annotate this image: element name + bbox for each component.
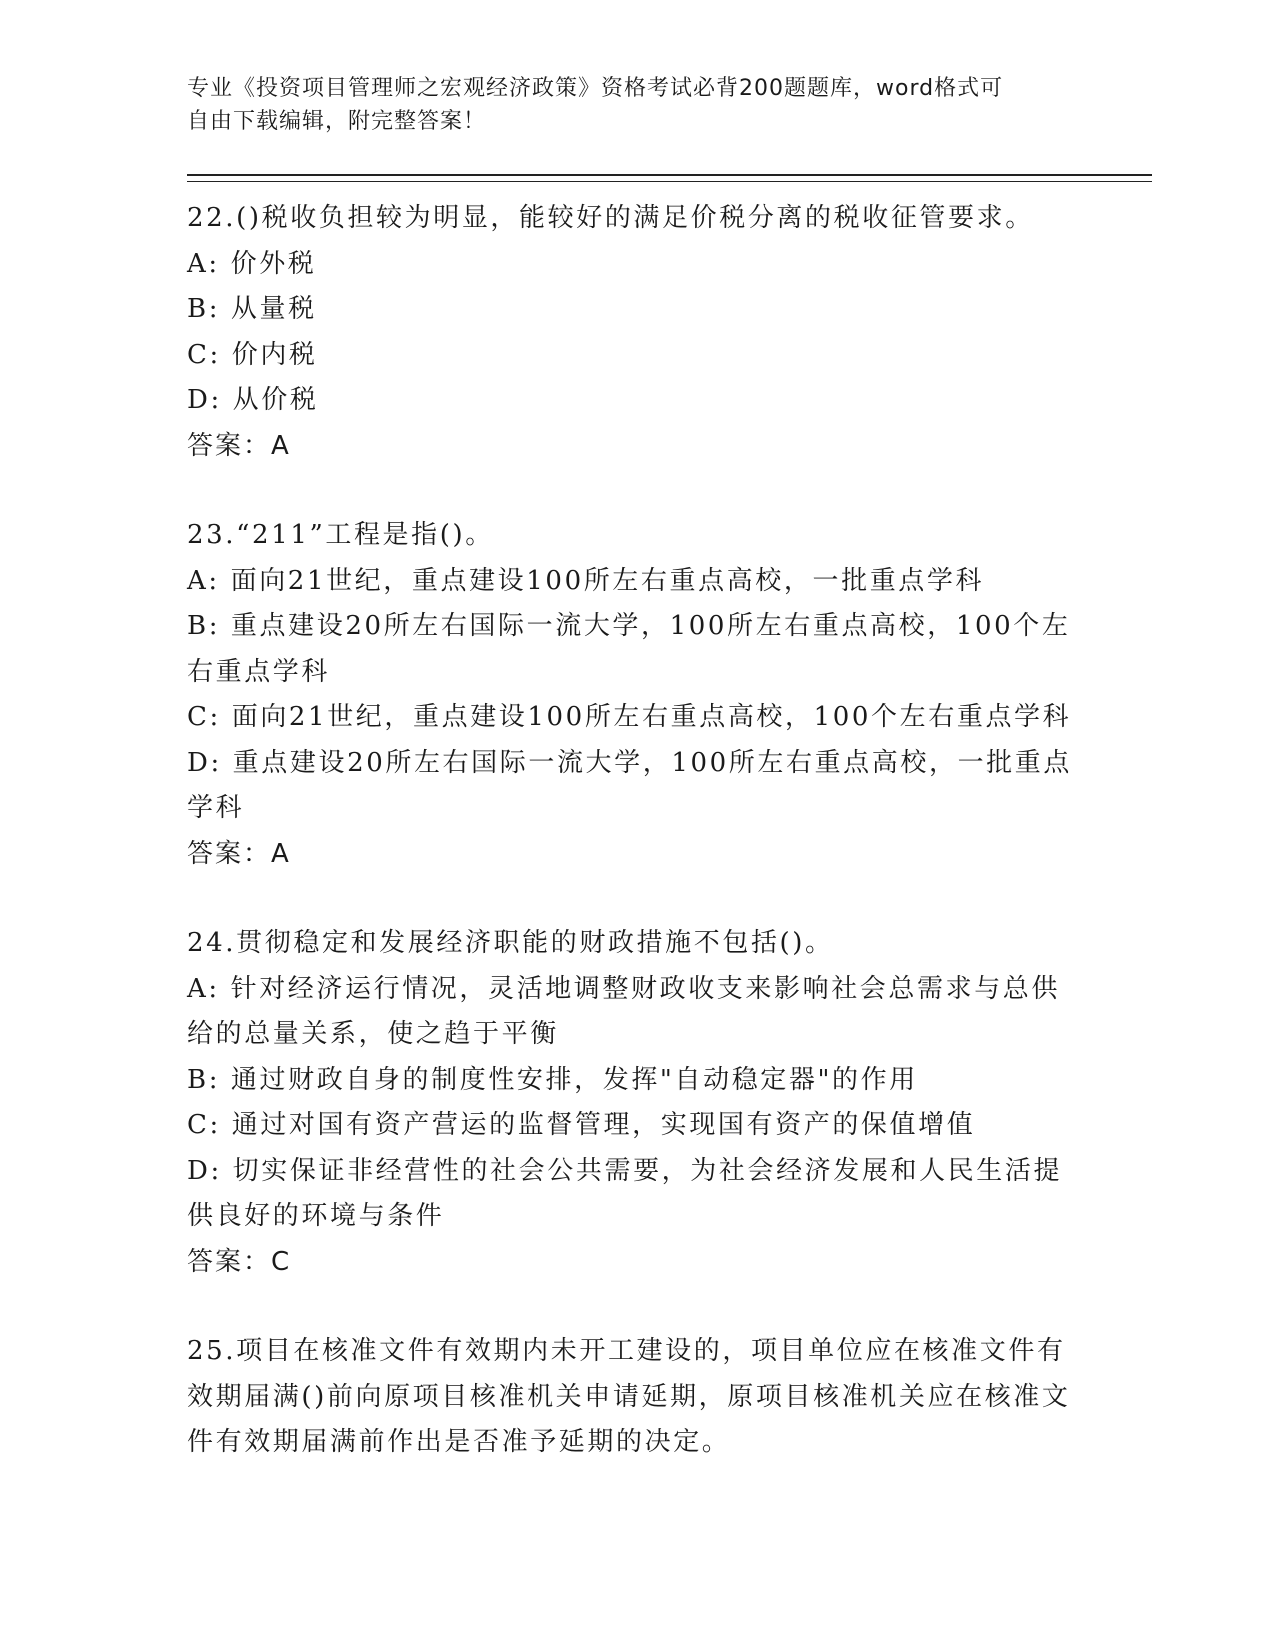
option-b: B: 通过财政自身的制度性安排，发挥"自动稳定器"的作用 [187, 1064, 918, 1095]
answer: 答案：A [187, 838, 291, 869]
answer: 答案：C [187, 1246, 292, 1277]
header-divider [187, 174, 1152, 182]
option-d: D: 重点建设20所左右国际一流大学，100所左右重点高校，一批重点学科 [187, 747, 1072, 823]
question-25 [187, 1329, 1152, 1466]
document-header [187, 72, 1067, 138]
question-22 [187, 196, 1152, 469]
option-c: C: 价内税 [187, 339, 318, 370]
question-stem: 22.()税收负担较为明显，能较好的满足价税分离的税收征管要求。 [187, 203, 1034, 233]
option-b: B: 从量税 [187, 294, 317, 324]
question-stem: 24.贯彻稳定和发展经济职能的财政措施不包括()。 [187, 928, 834, 958]
header-line-1: 专业《投资项目管理师之宏观经济政策》资格考试必背200题题库，word格式可 [187, 76, 1004, 101]
question-stem: 25.项目在核准文件有效期内未开工建设的，项目单位应在核准文件有效期届满()前向原项目核准机关申请延期，原项目核准机关应在核准文件有效期届满前作出是否准予延期的决定。 [187, 1336, 1071, 1457]
question-23 [187, 513, 1152, 877]
option-c: C: 面向21世纪，重点建设100所左右重点高校，100个左右重点学科 [187, 702, 1072, 732]
header-line-2: 自由下载编辑，附完整答案！ [187, 109, 487, 134]
option-a: A: 价外税 [187, 248, 317, 279]
option-d: D: 切实保证非经营性的社会公共需要，为社会经济发展和人民生活提供良好的环境与条件 [187, 1155, 1063, 1231]
question-24 [187, 921, 1152, 1285]
option-b: B: 重点建设20所左右国际一流大学，100所左右重点高校，100个左右重点学科 [187, 611, 1071, 687]
option-d: D: 从价税 [187, 385, 319, 415]
question-stem: 23.“211”工程是指()。 [187, 520, 494, 550]
option-a: A: 面向21世纪，重点建设100所左右重点高校，一批重点学科 [187, 565, 985, 596]
option-c: C: 通过对国有资产营运的监督管理，实现国有资产的保值增值 [187, 1110, 976, 1140]
document-page [187, 72, 1152, 1466]
option-a: A: 针对经济运行情况，灵活地调整财政收支来影响社会总需求与总供给的总量关系，使之趋于平衡 [187, 973, 1061, 1049]
answer: 答案：A [187, 430, 291, 461]
